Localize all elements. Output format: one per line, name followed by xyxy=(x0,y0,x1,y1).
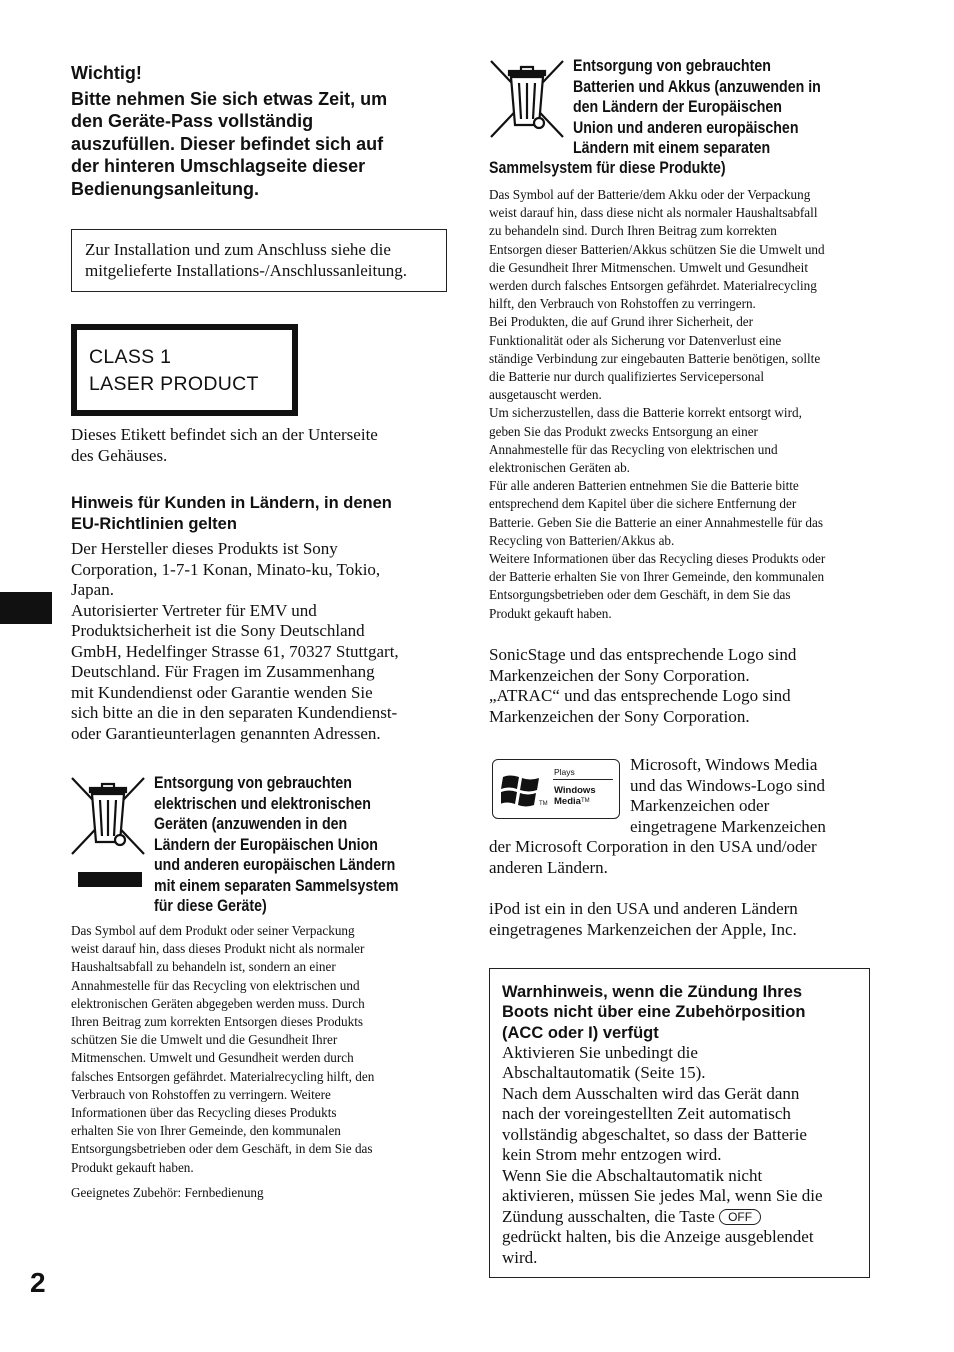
key-line: Zündung ausschalten, die Taste OFF xyxy=(502,1207,869,1228)
crossed-bin-icon-battery xyxy=(489,59,565,141)
crossed-bin-icon xyxy=(70,776,146,888)
important-block: Wichtig! Bitte nehmen Sie sich etwas Zeit, um den Geräte-Pass vollständig auszufüllen. Dieser befindet sich auf der hinteren Umschlagseite dieser Bedienungsanleitung. xyxy=(71,63,388,199)
battery-heading: Entsorgung von gebrauchten Batterien und Akkus (anzuwenden in den Ländern der Europäischen Union und anderen europäischen Ländern mit einem separaten xyxy=(573,57,821,157)
microsoft-trademark-side: Microsoft, Windows Media und das Windows-Logo sind Markenzeichen oder eingetragene Markenzeichen xyxy=(630,755,826,836)
battery-heading-last: Sammelsystem für diese Produkte) xyxy=(489,159,726,177)
battery-body: Das Symbol auf der Batterie/dem Akku oder der Verpackung weist darauf hin, dass diese nicht als normaler Haushaltsabfall zu behandeln sind. Durch Ihren Beitrag zum korrekten Entsorgen dieser Batterien/Akkus schützen Sie die Umwelt und die Gesundheit Ihrer Mitmenschen. Umwelt und Gesundheit werden durch falsches Entsorgen gefährdet. Materialrecycling hilft, den Verbrauch von Rohstoffen zu verringern. Bei Produkten, die auf Grund ihrer Sicherheit, der Funktionalität oder als Sicherung vor Datenverlust eine ständige Verbindung zur eingebauten Batterie benötigen, sollte die Batterie nur durch qualifiziertes Servicepersonal ausgetauscht werden. Um sicherzustellen, dass die Batterie korrekt entsorgt wird, geben Sie das Produkt zwecks Entsorgung an einer Annahmestelle für das Recycling von elektrischen und elektronischen Geräten ab. Für alle anderen Batterien entnehmen Sie die Batterie bitte entsprechend dem Kapitel über die sichere Entfernung der Batterie. Geben Sie die Batterie an einer Annahmestelle für das Recycling von Batterien/Akkus ab. Weitere Informationen über das Recycling dieses Produkts oder der Batterie erhalten Sie von Ihrer Gemeinde, den kommunalen Entsorgungsbetrieben oder dem Geschäft, in dem Sie das Produkt gekauft haben. xyxy=(489,187,826,621)
windows-flag-icon xyxy=(501,772,541,808)
wm-media: Media™ xyxy=(554,796,590,807)
page-number: 2 xyxy=(30,1267,46,1298)
microsoft-trademark-full: der Microsoft Corporation in den USA und/oder anderen Ländern. xyxy=(489,837,817,877)
ipod-trademark: iPod ist ein in den USA und anderen Ländern eingetragenes Markenzeichen der Apple, Inc. xyxy=(489,899,798,939)
windows-media-logo xyxy=(492,759,620,819)
warning-body: Aktivieren Sie unbedingt die Abschaltautomatik (Seite 15). Nach dem Ausschalten wird das Gerät dann nach der voreingestellten Zeit automatisch vollständig abgeschaltet, so dass der Batterie kein Strom mehr entzogen wird. Wenn Sie die Abschaltautomatik nicht aktivieren, müssen Sie jedes Mal, wenn Sie die Zündung ausschalten, die Taste OFF gedrückt halten, bis die Anzeige ausgeblendet wird. xyxy=(502,1043,869,1269)
accessory-note: Geeignetes Zubehör: Fernbedienung xyxy=(71,1185,264,1200)
weee-body: Das Symbol auf dem Produkt oder seiner Verpackung weist darauf hin, dass dieses Produkt nicht als normaler Haushaltsabfall zu behandeln ist, sondern an einer Annahmestelle für das Recycling von elektrischen und elektronischen Geräten abgegeben werden muss. Durch Ihren Beitrag zum korrekten Entsorgen dieses Produkts schützen Sie die Umwelt und die Gesundheit Ihrer Mitmenschen. Umwelt und Gesundheit werden durch falsches Entsorgen gefährdet. Materialrecycling hilft, den Verbrauch von Rohstoffen zu verringern. Weitere Informationen über das Recycling dieses Produkts erhalten Sie von Ihrer Gemeinde, den kommunalen Entsorgungsbetrieben oder dem Geschäft, in dem Sie das Produkt gekauft haben. xyxy=(71,923,375,1175)
eu-body: Der Hersteller dieses Produkts ist Sony Corporation, 1-7-1 Konan, Minato-ku, Tokio, Japan. Autorisierter Vertreter für EMV und Produktsicherheit ist die Sony Deutschland GmbH, Hedelfinger Strasse 61, 70327 Stuttgart, Deutschland. Für Fragen im Zusammenhang mit Kundendienst oder Garantie wenden Sie sich bitte an die in den separaten Kundendienst- oder Garantieunterlagen genannten Adressen. xyxy=(71,539,399,743)
warning-heading: Warnhinweis, wenn die Zündung Ihres Boots nicht über eine Zubehörposition (ACC oder I) verfügt xyxy=(502,983,806,1042)
trademark-sony: SonicStage und das entsprechende Logo sind Markenzeichen der Sony Corporation. „ATRAC“ und das entsprechende Logo sind Markenzeichen der Sony Corporation. xyxy=(489,645,797,726)
laser-class-label: CLASS 1 LASER PRODUCT xyxy=(71,324,298,416)
wm-tm-small: TM xyxy=(539,801,548,807)
wm-windows: Windows xyxy=(554,785,596,796)
label-location-note: Dieses Etikett befindet sich an der Unterseite des Gehäuses. xyxy=(71,425,378,465)
off-key-icon: OFF xyxy=(719,1209,761,1225)
ignition-warning-box xyxy=(489,968,870,1278)
wm-plays: Plays xyxy=(554,767,575,777)
important-title: Wichtig! xyxy=(71,63,142,83)
installation-note-box: Zur Installation und zum Anschluss siehe die mitgelieferte Installations-/Anschlussanleitung. xyxy=(71,229,447,292)
weee-heading: Entsorgung von gebrauchten elektrischen und elektronischen Geräten (anzuwenden in den Ländern der Europäischen Union und anderen europäischen Ländern mit einem separaten Sammelsystem für diese Geräte) xyxy=(154,774,399,915)
eu-heading: Hinweis für Kunden in Ländern, in denen EU-Richtlinien gelten xyxy=(71,494,392,533)
section-tab-marker xyxy=(0,592,52,624)
